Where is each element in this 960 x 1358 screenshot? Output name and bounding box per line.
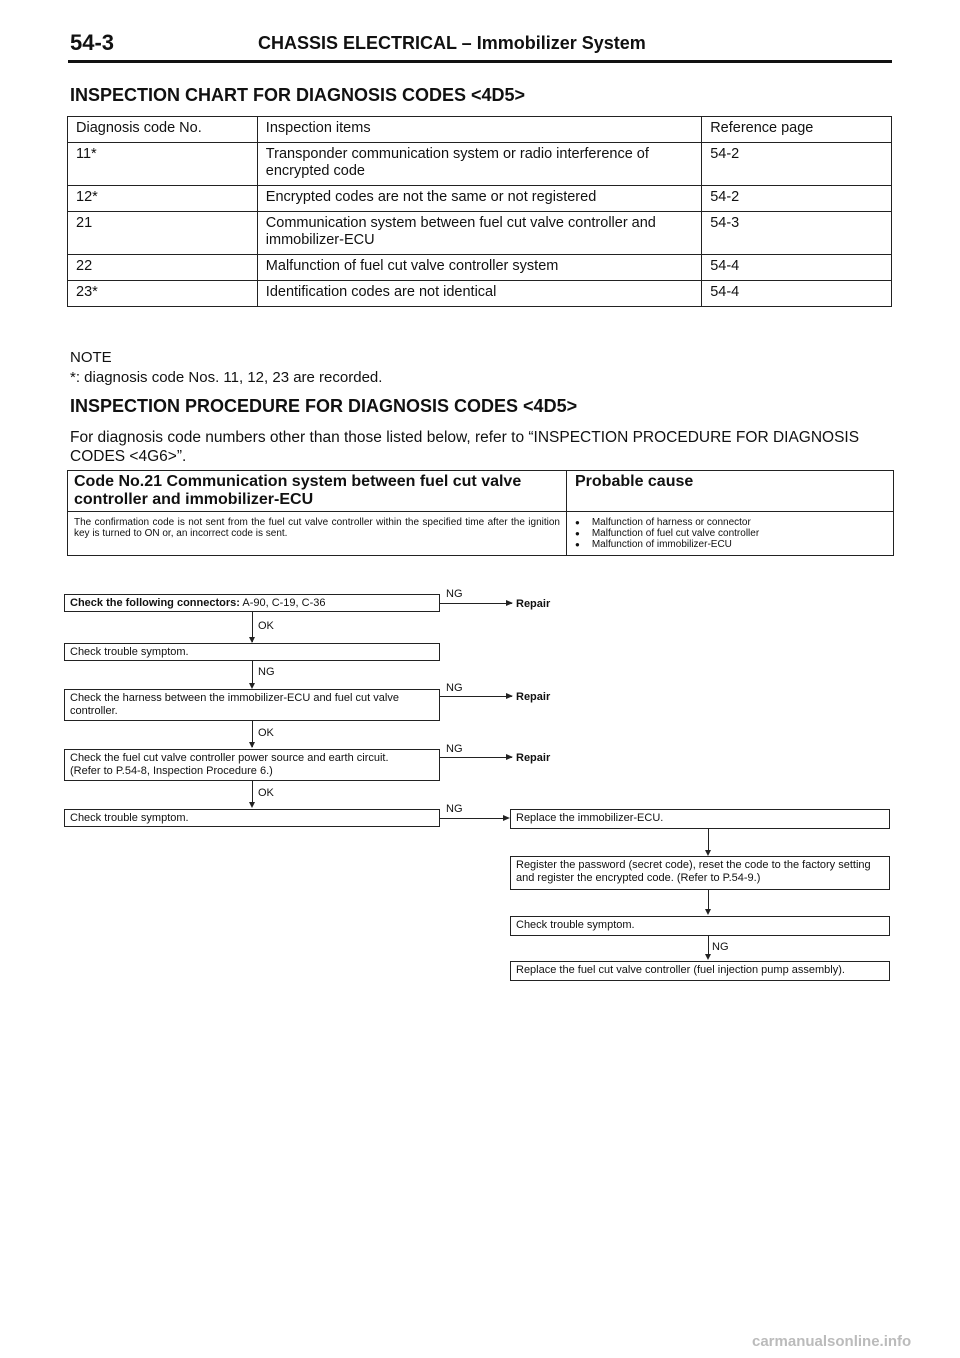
ng-label: NG (446, 682, 463, 694)
ng-label: NG (712, 941, 729, 953)
code-21-box (67, 470, 894, 556)
reference-page: 54-2 (702, 143, 892, 186)
flow-step-check-harness: Check the harness between the immobilizer-ECU and fuel cut valve controller. (64, 689, 440, 721)
arrow-right-icon (506, 693, 513, 699)
inspection-procedure-heading: INSPECTION PROCEDURE FOR DIAGNOSIS CODES <4D5> (70, 396, 578, 416)
table-row (68, 212, 892, 255)
arrow-down-icon (705, 954, 711, 960)
footer-watermark: carmanualsonline.info (752, 1333, 912, 1350)
inspection-chart-heading: INSPECTION CHART FOR DIAGNOSIS CODES <4D5> (70, 85, 526, 105)
page-number: 54-3 (70, 30, 115, 55)
ok-label: OK (258, 727, 274, 739)
list-item: ● Malfunction of fuel cut valve controller (575, 528, 885, 539)
flow-step-line: (Refer to P.54-8, Inspection Procedure 6.) (70, 765, 273, 777)
inspection-item: Malfunction of fuel cut valve controller system (257, 255, 701, 281)
flow-step-bold: Check the following connectors: (70, 597, 240, 609)
reference-page: 54-3 (702, 212, 892, 255)
flow-step-replace-controller: Replace the fuel cut valve controller (fuel injection pump assembly). (510, 961, 890, 981)
column-header: Reference page (702, 117, 892, 143)
connector-line (440, 818, 505, 819)
reference-page: 54-2 (702, 186, 892, 212)
table-header-row (68, 117, 892, 143)
inspection-item: Transponder communication system or radio interference of encrypted code (257, 143, 701, 186)
flow-step-check-power-source (64, 749, 440, 781)
header-rule (68, 60, 892, 63)
note-text: *: diagnosis code Nos. 11, 12, 23 are recorded. (70, 369, 383, 386)
arrow-right-icon (506, 754, 513, 760)
column-header: Inspection items (257, 117, 701, 143)
flow-step-check-symptom: Check trouble symptom. (64, 643, 440, 661)
table-row (68, 186, 892, 212)
table-row (68, 255, 892, 281)
list-item: ● Malfunction of immobilizer-ECU (575, 539, 885, 550)
flow-step-line: Check the fuel cut valve controller power source and earth circuit. (70, 752, 389, 764)
flow-step-check-symptom-3: Check trouble symptom. (510, 916, 890, 936)
flow-step-check-connectors (64, 594, 440, 612)
repair-label: Repair (516, 752, 551, 764)
reference-page: 54-4 (702, 255, 892, 281)
repair-label: Repair (516, 691, 551, 703)
ng-label: NG (446, 803, 463, 815)
list-item: ● Malfunction of harness or connector (575, 517, 885, 528)
flow-step-check-symptom-2: Check trouble symptom. (64, 809, 440, 827)
inspection-chart-table (67, 116, 892, 307)
flow-step-rest: A-90, C-19, C-36 (239, 597, 326, 609)
diagnosis-code: 22 (68, 255, 258, 281)
probable-cause-title: Probable cause (575, 473, 694, 490)
flow-step-register-password: Register the password (secret code), reset the code to the factory setting and register the encrypted code. (Refer to P.54-9.) (510, 856, 890, 890)
diagnosis-code: 12* (68, 186, 258, 212)
cause-list (575, 517, 885, 550)
column-header: Diagnosis code No. (68, 117, 258, 143)
arrow-right-icon (503, 815, 510, 821)
connector-line (440, 603, 512, 604)
ok-label: OK (258, 620, 274, 632)
diagnosis-code: 11* (68, 143, 258, 186)
table-row (68, 143, 892, 186)
reference-page: 54-4 (702, 281, 892, 307)
inspection-item: Identification codes are not identical (257, 281, 701, 307)
diagnosis-code: 23* (68, 281, 258, 307)
ng-label: NG (446, 743, 463, 755)
flow-step-replace-ecu: Replace the immobilizer-ECU. (510, 809, 890, 829)
arrow-down-icon (249, 742, 255, 748)
connector-line (440, 757, 512, 758)
code-description: The confirmation code is not sent from the fuel cut valve controller within the specified time after the ignition key is turned to ON or, an incorrect code is sent. (68, 512, 567, 555)
note-label: NOTE (70, 349, 112, 366)
inspection-item: Encrypted codes are not the same or not registered (257, 186, 701, 212)
ng-label: NG (446, 588, 463, 600)
arrow-down-icon (705, 909, 711, 915)
ok-label: OK (258, 787, 274, 799)
arrow-down-icon (249, 802, 255, 808)
table-row (68, 281, 892, 307)
connector-line (440, 696, 512, 697)
arrow-right-icon (506, 600, 513, 606)
page-title: CHASSIS ELECTRICAL – Immobilizer System (258, 33, 646, 53)
code-title: Code No.21 Communication system between fuel cut valve controller and immobilizer-ECU (68, 471, 567, 511)
ng-label: NG (258, 666, 275, 678)
inspection-item: Communication system between fuel cut valve controller and immobilizer-ECU (257, 212, 701, 255)
repair-label: Repair (516, 598, 551, 610)
diagnosis-code: 21 (68, 212, 258, 255)
intro-paragraph: For diagnosis code numbers other than those listed below, refer to “INSPECTION PROCEDURE FOR DIAGNOSIS CODES <4G6>”. (70, 429, 860, 465)
